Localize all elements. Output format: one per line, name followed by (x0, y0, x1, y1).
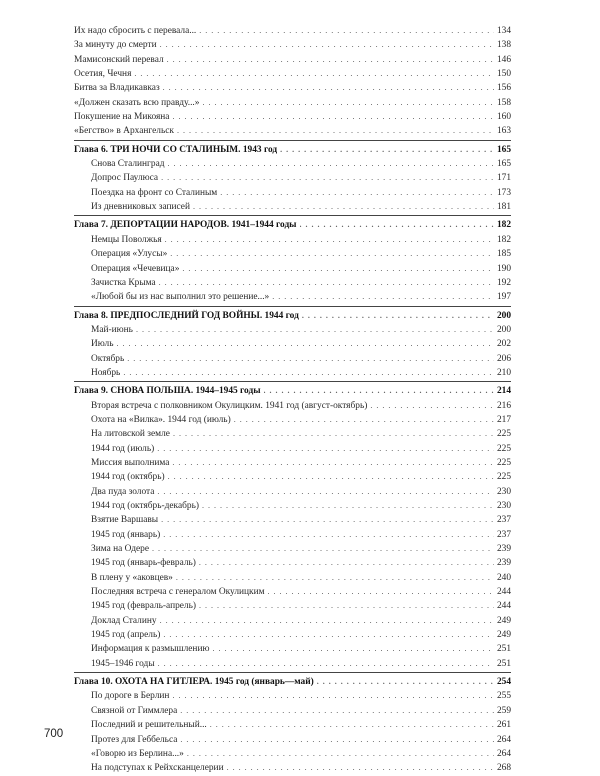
toc-page-number: 239 (496, 558, 511, 569)
toc-entry-title: Миссия выполнима (91, 457, 170, 468)
toc-entry[interactable] (74, 171, 511, 185)
toc-entry-title: Зачистка Крыма (91, 277, 156, 288)
toc-entry-title: Июль (91, 339, 114, 350)
toc-page-number: 249 (496, 615, 511, 626)
leader-dots (159, 276, 494, 290)
toc-entry[interactable] (74, 124, 511, 138)
toc-entry[interactable] (74, 442, 511, 456)
leader-dots (168, 470, 494, 484)
toc-entry-title: Их надо сбросить с перевала... (74, 26, 197, 36)
leader-dots (168, 157, 494, 171)
toc-entry[interactable] (74, 81, 511, 95)
toc-entry-title: Снова Сталинград (91, 159, 165, 170)
toc-entry[interactable] (74, 689, 511, 703)
toc-page-number: 261 (496, 720, 511, 731)
divider (74, 306, 511, 307)
toc-entry-title: За минуту до смерти (74, 40, 157, 51)
toc-entry[interactable] (74, 110, 511, 124)
leader-dots (158, 657, 494, 671)
toc-entry[interactable] (74, 157, 511, 171)
toc-page-number: 225 (496, 472, 511, 483)
toc-entry[interactable] (74, 470, 511, 484)
toc-entry-title: Операция «Чечевица» (91, 263, 180, 274)
toc-entry-title: «Любой бы из нас выполнил это решение...» (91, 292, 270, 303)
toc-page-number: 185 (496, 249, 511, 260)
leader-dots (234, 413, 494, 427)
toc-entry-title: 1945 год (февраль-апрель) (91, 601, 197, 612)
toc-entry-title: Немцы Поволжья (91, 234, 162, 245)
toc-entry[interactable] (74, 456, 511, 470)
toc-entry-title: Связной от Гиммлера (91, 705, 178, 716)
toc-page-number: 249 (496, 630, 511, 641)
toc-page-number: 237 (496, 529, 511, 540)
toc-page-number: 190 (496, 263, 511, 274)
divider (74, 140, 511, 141)
leader-dots (167, 53, 494, 67)
toc-page-number: 182 (496, 234, 511, 245)
toc-chapter[interactable] (74, 309, 511, 323)
toc-entry-title: Два пуда золота (91, 486, 155, 497)
leader-dots (160, 38, 494, 52)
page-folio-number: 700 (44, 728, 64, 740)
leader-dots (202, 96, 493, 110)
toc-entry[interactable] (74, 747, 511, 761)
leader-dots (157, 485, 494, 499)
leader-dots (172, 456, 494, 470)
table-of-contents (74, 24, 511, 776)
leader-dots (212, 642, 493, 656)
toc-entry[interactable] (74, 513, 511, 527)
toc-entry-title: На подступах к Рейхсканцелерии (91, 763, 224, 774)
toc-entry-title: «Бегство» в Архангельск (74, 126, 174, 137)
toc-entry[interactable] (74, 233, 511, 247)
toc-entry-title: Допрос Паулюса (91, 173, 159, 184)
leader-dots (136, 323, 494, 337)
divider (74, 672, 511, 673)
leader-dots (370, 399, 494, 413)
leader-dots (177, 124, 494, 138)
toc-entry[interactable] (74, 399, 511, 413)
leader-dots (123, 366, 494, 380)
toc-entry[interactable] (74, 761, 511, 775)
chapter-title: Глава 9. СНОВА ПОЛЬША. 1944–1945 годы (74, 386, 261, 397)
toc-entry-title: Взятие Варшавы (91, 515, 159, 526)
toc-entry[interactable] (74, 718, 511, 732)
toc-entry[interactable] (74, 366, 511, 380)
leader-dots (199, 599, 494, 613)
toc-entry-title: 1945–1946 годы (91, 658, 155, 669)
leader-dots (163, 528, 494, 542)
toc-page-number: 255 (496, 691, 511, 702)
toc-entry-title: Битва за Владикавказ (74, 83, 160, 94)
toc-entry[interactable] (74, 556, 511, 570)
leader-dots (134, 67, 494, 81)
leader-dots (187, 747, 494, 761)
leader-dots (157, 442, 494, 456)
leader-dots (161, 513, 494, 527)
toc-entry[interactable] (74, 67, 511, 81)
toc-entry[interactable] (74, 96, 511, 110)
toc-page-number: 259 (496, 705, 511, 716)
toc-page-number: 192 (496, 277, 511, 288)
toc-page-number: 264 (496, 748, 511, 759)
toc-entry[interactable] (74, 642, 511, 656)
toc-entry-title: Май-июнь (91, 324, 133, 335)
toc-entry[interactable] (74, 186, 511, 200)
toc-page-number: 134 (496, 26, 511, 36)
toc-entry-title: Покушение на Микояна (74, 112, 170, 123)
toc-page-number: 264 (496, 734, 511, 745)
toc-entry-title: 1944 год (октябрь-декабрь) (91, 501, 199, 511)
toc-entry[interactable] (74, 352, 511, 366)
toc-entry-title: Мамисонский перевал (74, 54, 164, 65)
toc-entry[interactable] (74, 528, 511, 542)
leader-dots (172, 110, 493, 124)
toc-entry-title: Последняя встреча с генералом Окулицким (91, 587, 265, 598)
toc-page-number: 251 (496, 644, 511, 655)
toc-entry-title: 1945 год (январь-февраль) (91, 558, 196, 569)
toc-entry[interactable] (74, 599, 511, 613)
toc-entry-title: 1945 год (апрель) (91, 630, 161, 641)
toc-page-number: 225 (496, 443, 511, 454)
toc-page-number: 206 (496, 353, 511, 364)
toc-page-number: 173 (496, 187, 511, 198)
leader-dots (117, 337, 494, 351)
leader-dots (173, 427, 494, 441)
toc-page-number: 217 (496, 414, 511, 425)
leader-dots (176, 571, 494, 585)
toc-page-number: 163 (496, 126, 511, 137)
toc-page-number: 200 (496, 310, 511, 321)
toc-entry-title: На литовской земле (91, 429, 170, 440)
leader-dots (227, 761, 494, 775)
toc-entry-title: Осетия, Чечня (74, 69, 132, 80)
toc-entry[interactable] (74, 24, 511, 38)
toc-entry[interactable] (74, 614, 511, 628)
chapter-title: Глава 8. ПРЕДПОСЛЕДНИЙ ГОД ВОЙНЫ. 1944 год (74, 310, 299, 321)
leader-dots (160, 614, 494, 628)
toc-page-number: 244 (496, 587, 511, 598)
toc-page-number: 216 (496, 400, 511, 411)
chapter-title: Глава 7. ДЕПОРТАЦИИ НАРОДОВ. 1941–1944 годы (74, 220, 297, 231)
leader-dots (180, 704, 494, 718)
leader-dots (210, 718, 494, 732)
toc-entry[interactable] (74, 427, 511, 441)
leader-dots (280, 143, 494, 157)
toc-entry[interactable] (74, 247, 511, 261)
toc-entry[interactable] (74, 499, 511, 513)
toc-entry-title: Информация к размышлению (91, 644, 210, 655)
leader-dots (220, 186, 494, 200)
toc-entry-title: Протез для Геббельса (91, 734, 178, 745)
toc-page-number: 165 (496, 144, 511, 155)
leader-dots (163, 628, 494, 642)
leader-dots (161, 171, 494, 185)
toc-page-number: 230 (496, 486, 511, 497)
toc-entry[interactable] (74, 323, 511, 337)
toc-entry-title: 1944 год (октябрь) (91, 472, 165, 483)
toc-page-number: 230 (496, 501, 511, 511)
toc-page-number: 156 (496, 83, 511, 94)
toc-entry-title: 1945 год (январь) (91, 529, 161, 540)
leader-dots (152, 542, 494, 556)
toc-entry-title: Вторая встреча с полковником Окулицким. 1941 год (август-октябрь) (91, 400, 368, 411)
toc-page-number: 150 (496, 69, 511, 80)
toc-entry-title: Операция «Улусы» (91, 249, 168, 260)
toc-entry-title: Доклад Сталину (91, 615, 157, 626)
toc-page-number: 214 (496, 386, 511, 397)
toc-entry[interactable] (74, 733, 511, 747)
leader-dots (193, 200, 494, 214)
leader-dots (268, 585, 494, 599)
toc-entry[interactable] (74, 585, 511, 599)
toc-entry[interactable] (74, 337, 511, 351)
toc-page-number: 225 (496, 429, 511, 440)
toc-entry[interactable] (74, 290, 511, 304)
chapter-title: Глава 6. ТРИ НОЧИ СО СТАЛИНЫМ. 1943 год (74, 144, 278, 155)
toc-entry[interactable] (74, 704, 511, 718)
toc-entry-title: По дороге в Берлин (91, 691, 170, 702)
leader-dots (163, 81, 494, 95)
toc-page-number: 244 (496, 601, 511, 612)
toc-entry[interactable] (74, 571, 511, 585)
toc-page-number: 197 (496, 292, 511, 303)
toc-entry-title: В плену у «аковцев» (91, 572, 173, 583)
toc-page-number: 251 (496, 658, 511, 669)
toc-entry-title: Из дневниковых записей (91, 202, 190, 213)
toc-entry[interactable] (74, 413, 511, 427)
toc-entry-title: Охота на «Вилка». 1944 год (июль) (91, 414, 231, 425)
toc-entry[interactable] (74, 628, 511, 642)
toc-page-number: 182 (496, 220, 511, 231)
toc-page-number: 239 (496, 544, 511, 555)
toc-entry[interactable] (74, 276, 511, 290)
toc-page-number: 171 (496, 173, 511, 184)
toc-entry-title: Ноябрь (91, 367, 121, 378)
toc-chapter[interactable] (74, 384, 511, 398)
leader-dots (264, 384, 494, 398)
toc-chapter[interactable] (74, 143, 511, 157)
toc-entry-title: Последний и решительный... (91, 720, 207, 731)
toc-entry-title: «Должен сказать всю правду...» (74, 97, 200, 108)
toc-entry[interactable] (74, 262, 511, 276)
leader-dots (165, 233, 494, 247)
toc-page-number: 138 (496, 40, 511, 51)
toc-page-number: 146 (496, 54, 511, 65)
toc-entry-title: Октябрь (91, 353, 125, 364)
toc-page-number: 202 (496, 339, 511, 350)
toc-entry[interactable] (74, 53, 511, 67)
leader-dots (182, 262, 494, 276)
toc-page-number: 200 (496, 324, 511, 335)
divider (74, 215, 511, 216)
leader-dots (180, 733, 494, 747)
leader-dots (202, 499, 494, 513)
leader-dots (170, 247, 494, 261)
leader-dots (199, 24, 494, 38)
toc-entry[interactable] (74, 657, 511, 671)
toc-entry[interactable] (74, 200, 511, 214)
toc-chapter[interactable] (74, 218, 511, 232)
toc-entry-title: «Говорю из Берлина...» (91, 748, 184, 759)
chapter-title: Глава 10. ОХОТА НА ГИТЛЕРА. 1945 год (январь—май) (74, 677, 314, 688)
leader-dots (199, 556, 494, 570)
toc-page-number: 158 (496, 97, 511, 108)
toc-entry-title: Зима на Одере (91, 544, 150, 555)
toc-entry[interactable] (74, 485, 511, 499)
toc-page-number: 240 (496, 572, 511, 583)
toc-page-number: 237 (496, 515, 511, 526)
leader-dots (172, 689, 493, 703)
toc-page-number: 225 (496, 457, 511, 468)
divider (74, 381, 511, 382)
toc-entry-title: 1944 год (июль) (91, 443, 155, 454)
leader-dots (317, 675, 494, 689)
toc-entry-title: Поездка на фронт со Сталиным (91, 187, 218, 198)
leader-dots (300, 218, 494, 232)
toc-page-number: 210 (496, 367, 511, 378)
toc-entry[interactable] (74, 38, 511, 52)
leader-dots (272, 290, 494, 304)
leader-dots (302, 309, 494, 323)
toc-page-number: 268 (496, 763, 511, 774)
toc-page-number: 254 (496, 677, 511, 688)
toc-page-number: 160 (496, 112, 511, 123)
toc-entry[interactable] (74, 542, 511, 556)
leader-dots (127, 352, 494, 366)
toc-chapter[interactable] (74, 675, 511, 689)
toc-page-number: 165 (496, 159, 511, 170)
toc-page-number: 181 (496, 202, 511, 213)
